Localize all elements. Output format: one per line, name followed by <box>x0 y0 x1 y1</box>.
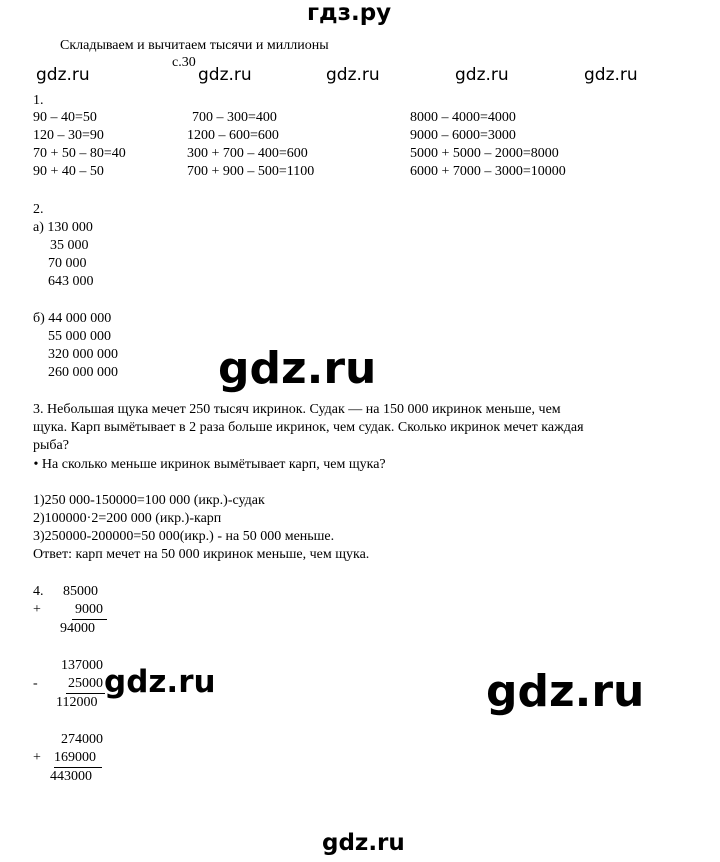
task1-col3-row1: 8000 – 4000=4000 <box>410 110 516 125</box>
task3-solution-3: 3)250000-200000=50 000(икр.) - на 50 000 меньше. <box>33 529 335 544</box>
calc2-result: 112000 <box>56 695 98 710</box>
task4-number: 4. <box>33 584 44 599</box>
calc3-sign: + <box>33 750 41 765</box>
task2-b-item: 55 000 000 <box>48 329 111 344</box>
calc3-top: 274000 <box>61 732 103 747</box>
calc3-result: 443000 <box>50 769 92 784</box>
task3-line2: щука. Карп вымётывает в 2 раза больше икринок, чем судак. Сколько икринок мечет каждая <box>33 420 584 435</box>
task1-col2-row1: 700 – 300=400 <box>192 110 277 125</box>
calc2-bottom: 25000 <box>66 675 105 694</box>
site-header: гдз.ру <box>307 0 392 26</box>
task1-col2-row2: 1200 – 600=600 <box>187 128 279 143</box>
watermark-small-1: gdz.ru <box>36 65 90 85</box>
task1-col3-row3: 5000 + 5000 – 2000=8000 <box>410 146 559 161</box>
task2-a-item: 70 000 <box>48 256 87 271</box>
task3-line1: 3. Небольшая щука мечет 250 тысяч икринок. Судак — на 150 000 икринок меньше, чем <box>33 402 561 417</box>
page-title: Складываем и вычитаем тысячи и миллионы <box>60 38 329 53</box>
task1-col2-row3: 300 + 700 – 400=600 <box>187 146 308 161</box>
page-ref: с.30 <box>172 55 196 70</box>
task2-b-label: б) 44 000 000 <box>33 311 112 326</box>
task2-b-item: 320 000 000 <box>48 347 118 362</box>
watermark-small-2: gdz.ru <box>198 65 252 85</box>
task3-line3: рыба? <box>33 438 69 453</box>
task3-solution-1: 1)250 000-150000=100 000 (икр.)-судак <box>33 493 265 508</box>
task1-col3-row2: 9000 – 6000=3000 <box>410 128 516 143</box>
watermark-large-1: gdz.ru <box>218 343 377 394</box>
calc2-top: 137000 <box>61 658 103 673</box>
task2-number: 2. <box>33 202 44 217</box>
task1-number: 1. <box>33 93 44 108</box>
calc2-sign: - <box>33 676 38 691</box>
watermark-footer: gdz.ru <box>322 830 405 856</box>
watermark-small-4: gdz.ru <box>455 65 509 85</box>
task3-solution-2: 2)100000·2=200 000 (икр.)-карп <box>33 511 222 526</box>
task2-a-item: 643 000 <box>48 274 94 289</box>
calc1-result: 94000 <box>60 621 95 636</box>
watermark-small-3: gdz.ru <box>326 65 380 85</box>
task1-col1-row2: 120 – 30=90 <box>33 128 104 143</box>
task1-col2-row4: 700 + 900 – 500=1100 <box>187 164 315 179</box>
calc1-sign: + <box>33 602 41 617</box>
task2-a-item: 35 000 <box>50 238 89 253</box>
calc3-bottom: 169000 <box>54 749 102 768</box>
watermark-medium: gdz.ru <box>104 664 216 700</box>
task1-col1-row4: 90 + 40 – 50 <box>33 164 104 179</box>
task2-b-item: 260 000 000 <box>48 365 118 380</box>
task3-bullet: • На сколько меньше икринок вымётывает карп, чем щука? <box>30 457 386 472</box>
watermark-small-5: gdz.ru <box>584 65 638 85</box>
task2-a-label: а) 130 000 <box>33 220 93 235</box>
task1-col1-row3: 70 + 50 – 80=40 <box>33 146 126 161</box>
task3-answer: Ответ: карп мечет на 50 000 икринок меньше, чем щука. <box>33 547 370 562</box>
calc1-top: 85000 <box>63 584 98 599</box>
watermark-large-2: gdz.ru <box>486 666 645 717</box>
task1-col1-row1: 90 – 40=50 <box>33 110 97 125</box>
calc1-bottom: 9000 <box>72 601 107 620</box>
task1-col3-row4: 6000 + 7000 – 3000=10000 <box>410 164 566 179</box>
